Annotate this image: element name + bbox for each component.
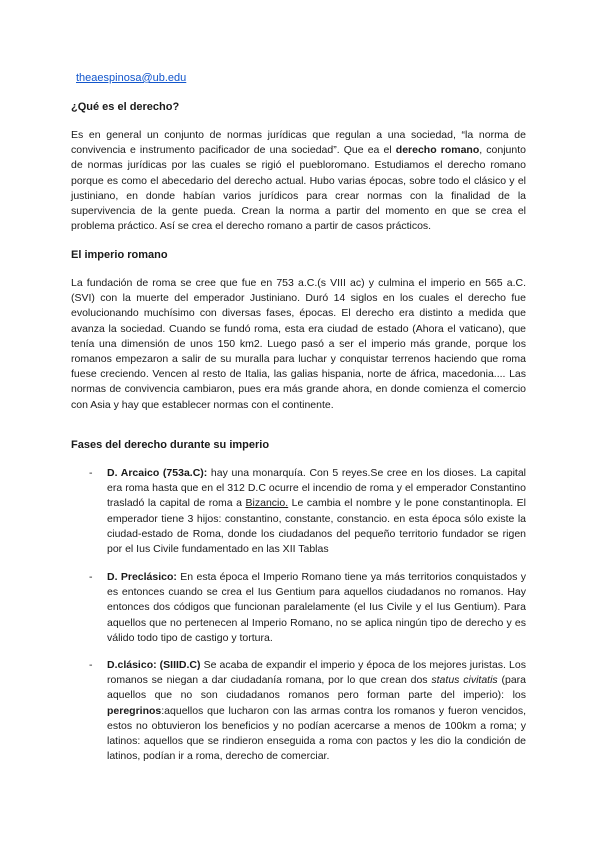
list-item-text: [107, 570, 526, 646]
text-run: (para aquellos que no son ciudadanos romanos pero forman parte del imperio): los: [107, 674, 526, 702]
heading-que-es-el-derecho: ¿Qué es el derecho?: [71, 101, 180, 113]
text-run: :aquellos que lucharon con las armas contra los romanos y fueron vencidos, estos no obtuvieron los beneficios y no podían acercarse a menos de 100km a roma; y latinos: aquellos que se rindieron enseguida a roma con pactos y les dio la condición de latinos, podían ir a roma, derecho de comerciar.: [107, 704, 526, 763]
text-run: En esta época el Imperio Romano tiene ya más territorios conquistados y es entonces cuando se crea el Ius Gentium para aquellos ciudadanos no romanos. Hay entonces dos códigos que funcionan paralelamente (el Ius Civile y el Ius Gentium). Para aquellos que no pertenecen al Imperio Romano, no se aplica ningún tipo de derecho y es válido todo tipo de castigo y tortura.: [107, 571, 526, 644]
heading-fases-del-derecho: Fases del derecho durante su imperio: [71, 439, 270, 451]
list-item-text: [107, 466, 526, 557]
text-bold: derecho romano: [395, 144, 480, 157]
email-link[interactable]: theaespinosa@ub.edu: [76, 72, 187, 84]
bullet-dash: -: [89, 659, 93, 671]
heading-imperio-romano: El imperio romano: [71, 249, 168, 261]
item-label: D. Arcaico (753a.C):: [107, 467, 208, 479]
item-label: D. Preclásico:: [107, 571, 177, 583]
text-run: Es en general un conjunto de normas jurídicas que regulan a una sociedad, “la norma de convivencia e instrumento pacificador de una sociedad”. Que ea el: [71, 129, 526, 157]
text-run: Le cambia el nombre y le pone constantinopla. El emperador tiene 3 hijos: constantino, constante, constancio. en esta época sólo existe la ciudad-estado de Roma, donde los ciudadanos del pequeño territorio fundador se rigen por el Ius Civile fundamentado en las XII Tablas: [107, 497, 526, 556]
item-label: D.clásico: (SIIID.C): [107, 659, 201, 671]
bullet-dash: -: [89, 571, 93, 583]
text-underlined: Bizancio.: [245, 497, 289, 510]
bullet-dash: -: [89, 467, 93, 479]
paragraph-que-es-el-derecho: [71, 128, 526, 234]
text-run: hay una monarquía. Con 5 reyes.Se cree en los dioses. La capital era roma hasta que en el 312 D.C ocurre el incendio de roma y el emperador Constantino trasladó la capital de roma a: [107, 467, 527, 510]
text-bold: peregrinos: [107, 704, 162, 717]
text-italic: status civitatis: [431, 674, 498, 687]
paragraph-imperio-romano: La fundación de roma se cree que fue en 753 a.C.(s VIII ac) y culmina el imperio en 565 a.C.(SVI) con la muerte del emperador Justiniano. Duró 14 siglos en los cuales el derecho fue evolucionando muchísimo con diversas fases, épocas. El derecho era distinto a medida que avanza la sociedad. Cuando se fundó roma, esta era ciudad de estado (Ahora el vaticano), que tenía una dimensión de unos 150 km2. Luego pasó a ser el imperio más grande, porque los romanos empezaron a salir de su muralla para luchar y conquistar terrenos haciendo que roma fuese creciendo. Vencen al resto de Italia, las galias hispania, norte de áfrica, macedonia.... Las normas de convivencia cambiaron, pues era más grande ahora, en donde comienza el comercio con Asia y hay que establecer normas con el continente.: [71, 277, 526, 411]
text-run: , conjunto de normas jurídicas por las cuales se rigió el puebloromano. Estudiamos el derecho romano porque es como el abecedario del derecho actual. Hubo varias épocas, sobre todo el clásico y el justiniano, en donde habían varios jurídicos para crear normas con la finalidad de la supervivencia de la gente pueda. Crean la norma a partir del momento en que se crea el problema práctico. Así se crea el derecho romano a partir de casos prácticos.: [71, 144, 526, 233]
list-item-text: [107, 658, 526, 764]
text-run: Se acaba de expandir el imperio y época de los mejores juristas. Los romanos se niegan a dar ciudadanía romana, por lo que crean dos: [107, 659, 526, 687]
